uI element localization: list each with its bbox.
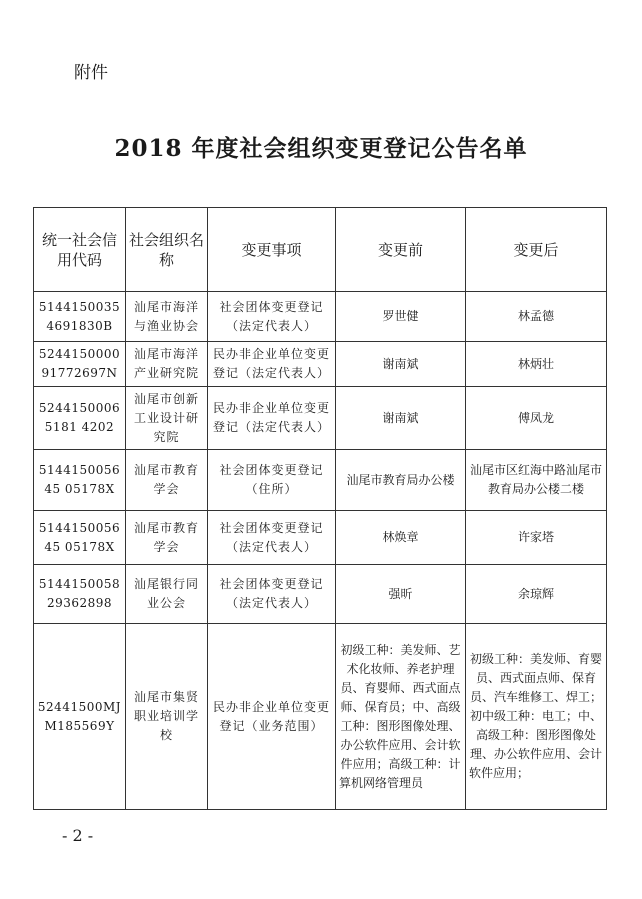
cell-after: 许家塔: [466, 511, 607, 565]
cell-org-name: 汕尾市海洋产业研究院: [126, 342, 208, 387]
cell-after: 林炳壮: [466, 342, 607, 387]
cell-org-name: 汕尾市创新工业设计研究院: [126, 387, 208, 450]
cell-after: 林孟德: [466, 292, 607, 342]
attachment-label: 附件: [74, 63, 108, 83]
cell-org-name: 汕尾市海洋与渔业协会: [126, 292, 208, 342]
cell-credit-code: 514415005645 05178X: [34, 511, 126, 565]
cell-before: 谢南斌: [336, 342, 466, 387]
cell-org-name: 汕尾市集贤职业培训学校: [126, 624, 208, 810]
cell-change-item: 社会团体变更登记（住所）: [208, 450, 336, 511]
header-org-name: 社会组织名称: [126, 208, 208, 292]
table-row: [34, 624, 607, 810]
header-change-item: 变更事项: [208, 208, 336, 292]
cell-credit-code: 52441500065181 4202: [34, 387, 126, 450]
cell-before: 谢南斌: [336, 387, 466, 450]
header-before: 变更前: [336, 208, 466, 292]
cell-change-item: 民办非企业单位变更登记（业务范围）: [208, 624, 336, 810]
cell-before: 罗世健: [336, 292, 466, 342]
cell-after: 汕尾市区红海中路汕尾市教育局办公楼二楼: [466, 450, 607, 511]
header-after: 变更后: [466, 208, 607, 292]
table-row: [34, 342, 607, 387]
document-title: 2018 年度社会组织变更登记公告名单: [114, 135, 528, 162]
cell-change-item: 社会团体变更登记（法定代表人）: [208, 511, 336, 565]
page-number: - 2 -: [62, 826, 94, 845]
cell-credit-code: 514415005829362898: [34, 565, 126, 624]
cell-credit-code: 514415005645 05178X: [34, 450, 126, 511]
table-header-row: [34, 208, 607, 292]
cell-org-name: 汕尾市教育学会: [126, 450, 208, 511]
cell-after: 傅凤龙: [466, 387, 607, 450]
table-row: [34, 387, 607, 450]
header-credit-code: 统一社会信用代码: [34, 208, 126, 292]
cell-before: 初级工种：美发师、艺术化妆师、养老护理员、育婴师、西式面点师、保育员；中、高级工种：图形图像处理、办公软件应用、会计软件应用；高级工种：计算机网络管理员: [336, 624, 466, 810]
table-row: [34, 565, 607, 624]
cell-change-item: 社会团体变更登记（法定代表人）: [208, 292, 336, 342]
cell-before: 汕尾市教育局办公楼: [336, 450, 466, 511]
cell-before: 强昕: [336, 565, 466, 624]
cell-org-name: 汕尾市教育学会: [126, 511, 208, 565]
cell-credit-code: 524415000091772697N: [34, 342, 126, 387]
notice-table: [33, 207, 607, 810]
table-row: [34, 511, 607, 565]
table-row: [34, 292, 607, 342]
cell-before: 林焕章: [336, 511, 466, 565]
cell-org-name: 汕尾银行同业公会: [126, 565, 208, 624]
table-row: [34, 450, 607, 511]
cell-after: 初级工种：美发师、育婴员、西式面点师、保育员、汽车维修工、焊工；初中级工种：电工；中、高级工种：图形图像处理、办公软件应用、会计软件应用；: [466, 624, 607, 810]
cell-after: 余琼辉: [466, 565, 607, 624]
cell-credit-code: 52441500MJM185569Y: [34, 624, 126, 810]
cell-change-item: 民办非企业单位变更登记（法定代表人）: [208, 387, 336, 450]
cell-change-item: 社会团体变更登记（法定代表人）: [208, 565, 336, 624]
cell-change-item: 民办非企业单位变更登记（法定代表人）: [208, 342, 336, 387]
cell-credit-code: 51441500354691830B: [34, 292, 126, 342]
